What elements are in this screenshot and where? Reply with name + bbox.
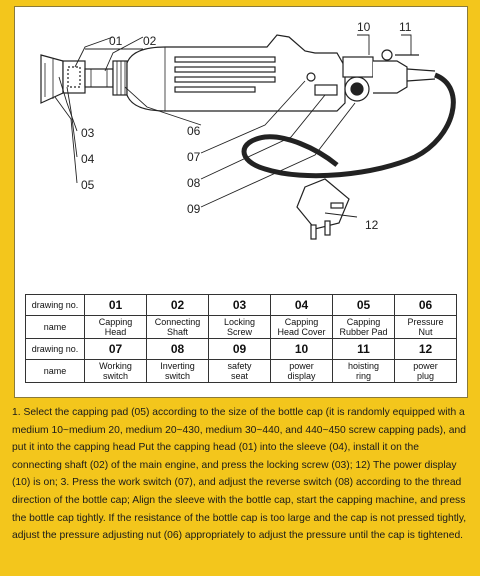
part-name-line: ring bbox=[355, 371, 371, 381]
part-number: 11 bbox=[333, 339, 395, 360]
parts-table bbox=[25, 294, 457, 383]
parts-row-numbers-2 bbox=[26, 339, 457, 360]
callout-07: 07 bbox=[187, 150, 201, 164]
part-name bbox=[333, 360, 395, 383]
part-name-line: switch bbox=[102, 371, 128, 381]
capping-machine-drawing bbox=[15, 7, 467, 291]
part-number: 12 bbox=[395, 339, 457, 360]
part-name bbox=[271, 316, 333, 339]
part-name bbox=[271, 360, 333, 383]
callout-09: 09 bbox=[187, 202, 201, 216]
part-name-line: switch bbox=[164, 371, 190, 381]
callout-10: 10 bbox=[357, 20, 371, 34]
capping-machine-diagram bbox=[15, 7, 467, 291]
machine-body-outline bbox=[41, 35, 435, 111]
callout-12: 12 bbox=[365, 218, 379, 232]
part-number: 09 bbox=[209, 339, 271, 360]
part-name-line: Head Cover bbox=[277, 327, 326, 337]
part-name-line: Screw bbox=[226, 327, 252, 337]
part-name-line: seat bbox=[230, 371, 248, 381]
part-name bbox=[147, 360, 209, 383]
row-header: drawing no. bbox=[26, 339, 85, 360]
part-name-line: Capping bbox=[284, 317, 319, 327]
callout-08: 08 bbox=[187, 176, 201, 190]
part-name-line: Capping bbox=[346, 317, 381, 327]
parts-row-numbers-1 bbox=[26, 295, 457, 316]
part-name bbox=[147, 316, 209, 339]
callout-01: 01 bbox=[109, 34, 123, 48]
part-name-line: Nut bbox=[418, 327, 433, 337]
part-name-line: safety bbox=[227, 361, 252, 371]
parts-row-names-1 bbox=[26, 316, 457, 339]
instructions-paragraph: 1. Select the capping pad (05) according to the size of the bottle cap (it is randomly equipped with a medium 10~medium 20, medium 20~430, medium 30~440, and 440~450 screw capping pads), and put it into the capping head Put the capping head (01) into the sleeve (04), install it on the connecting shaft (02) of the main engine, and press the locking screw (03); 12) The power display (10) is on; 3. Press the work switch (07), and adjust the reverse switch (08) according to the thread direction of the bottle cap; Align the sleeve with the bottle cap, start the capping machine, and press the bottle cap tightly. If the resistance of the bottle cap is too large and the cap is not pressed tightly, adjust the pressure adjusting nut (06) appropriately to adjust the pressure until the cap is tightened. bbox=[12, 407, 467, 542]
part-name-line: Locking bbox=[223, 317, 256, 327]
part-name-line: Shaft bbox=[166, 327, 188, 337]
part-name bbox=[85, 316, 147, 339]
part-name-line: display bbox=[287, 371, 316, 381]
diagram-panel bbox=[14, 6, 468, 398]
row-header: drawing no. bbox=[26, 295, 85, 316]
part-name-line: Connecting bbox=[154, 317, 201, 327]
callout-02: 02 bbox=[143, 34, 157, 48]
part-name-line: Inverting bbox=[160, 361, 195, 371]
part-name-line: hoisting bbox=[347, 361, 380, 371]
part-number: 04 bbox=[271, 295, 333, 316]
part-name bbox=[395, 360, 457, 383]
callout-06: 06 bbox=[187, 124, 201, 138]
part-number: 07 bbox=[85, 339, 147, 360]
part-name bbox=[333, 316, 395, 339]
part-name bbox=[209, 316, 271, 339]
part-number: 02 bbox=[147, 295, 209, 316]
part-number: 03 bbox=[209, 295, 271, 316]
part-name-line: plug bbox=[416, 371, 434, 381]
part-name bbox=[209, 360, 271, 383]
part-name-line: power bbox=[289, 361, 314, 371]
callout-05: 05 bbox=[81, 178, 95, 192]
callout-04: 04 bbox=[81, 152, 95, 166]
part-number: 08 bbox=[147, 339, 209, 360]
callout-11: 11 bbox=[399, 20, 412, 34]
part-name bbox=[85, 360, 147, 383]
instructions-text bbox=[12, 404, 468, 545]
power-plug-shape bbox=[297, 179, 349, 239]
part-number: 01 bbox=[85, 295, 147, 316]
part-name-line: Capping bbox=[98, 317, 133, 327]
row-header: name bbox=[26, 360, 85, 383]
part-number: 06 bbox=[395, 295, 457, 316]
part-name-line: Rubber Pad bbox=[339, 327, 388, 337]
parts-row-names-2 bbox=[26, 360, 457, 383]
part-name-line: Head bbox=[104, 327, 127, 337]
part-name-line: power bbox=[413, 361, 438, 371]
part-number: 05 bbox=[333, 295, 395, 316]
part-name-line: Working bbox=[99, 361, 132, 371]
row-header: name bbox=[26, 316, 85, 339]
part-name bbox=[395, 316, 457, 339]
part-name-line: Pressure bbox=[407, 317, 444, 327]
part-number: 10 bbox=[271, 339, 333, 360]
callout-03: 03 bbox=[81, 126, 95, 140]
